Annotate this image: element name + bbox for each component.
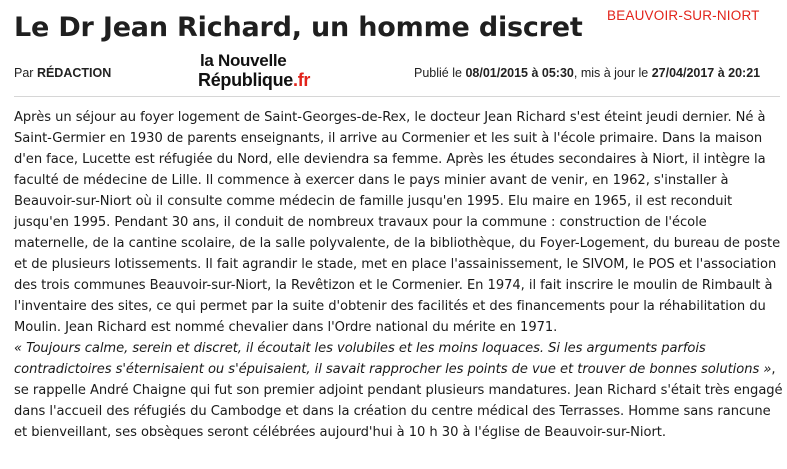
byline-prefix: Par	[14, 66, 37, 80]
byline	[14, 66, 111, 80]
article-body	[14, 107, 784, 443]
logo-line2-ext: .fr	[293, 70, 311, 90]
published-date: 08/01/2015 à 05:30	[465, 66, 574, 80]
article-quote: « Toujours calme, serein et discret, il écoutait les volubiles et les moins loquaces. Si les arguments parfois contradictoires s'éternisaient ou s'épuisaient, il savait rapprocher les points de vue et trouver de bonnes solutions »	[14, 341, 772, 377]
article-header	[0, 0, 787, 56]
newspaper-logo[interactable]	[198, 52, 340, 94]
article-paragraph-end: , se rappelle André Chaigne qui fut son premier adjoint pendant plusieurs mandatures. Jean Richard s'était très engagé dans l'accueil des réfugiés du Cambodge et dans la création du centre médical des Terrasses. Homme sans rancune et bienveillant, ses obsèques seront célébrées aujourd'hui à 10 h 30 à l'église de Beauvoir-sur-Niort.	[14, 362, 783, 440]
publication-dates	[414, 66, 760, 80]
author-name: RÉDACTION	[36, 66, 112, 80]
published-label: Publié le	[414, 66, 466, 80]
location-tag[interactable]: BEAUVOIR-SUR-NIORT	[607, 8, 760, 23]
article-paragraph-main: Après un séjour au foyer logement de Saint-Georges-de-Rex, le docteur Jean Richard s'est éteint jeudi dernier. Né à Saint-Germier en 1930 de parents enseignants, il arrive au Cormenier et les suit à l'école primaire. Dans la maison d'en face, Lucette est réfugiée du Nord, elle deviendra sa femme. Après les études secondaires à Niort, il intègre la faculté de médecine de Lille. Il commence à exercer dans le pays minier avant de venir, en 1962, s'installer à Beauvoir-sur-Niort où il consulte comme médecin de famille jusqu'en 1995. Elu maire en 1965, il est reconduit jusqu'en 1995. Pendant 30 ans, il conduit de nombreux travaux pour la commune : construction de l'école maternelle, de la cantine scolaire, de la salle polyvalente, de la bibliothèque, du Foyer-Logement, du bureau de poste et de plusieurs lotissements. Il fait agrandir le stade, met en place l'assainissement, le SIVOM, le POS et l'association des trois communes Beauvoir-sur-Niort, la Revêtizon et le Cormenier. En 1974, il fait inscrire le moulin de Rimbault à l'inventaire des sites, ce qui permet par la suite d'obtenir des facilités et des financements pour la réhabilitation du Moulin. Jean Richard est nommé chevalier dans l'Ordre national du mérite en 1971.	[14, 110, 781, 335]
article-headline: Le Dr Jean Richard, un homme discret	[14, 12, 583, 43]
header-divider	[14, 96, 780, 97]
article-meta	[0, 52, 787, 94]
logo-line1: la Nouvelle	[200, 51, 287, 70]
updated-label: , mis à jour le	[573, 66, 652, 80]
updated-date: 27/04/2017 à 20:21	[651, 66, 761, 80]
logo-line2	[198, 69, 310, 91]
logo-line2-main: République	[198, 70, 293, 90]
